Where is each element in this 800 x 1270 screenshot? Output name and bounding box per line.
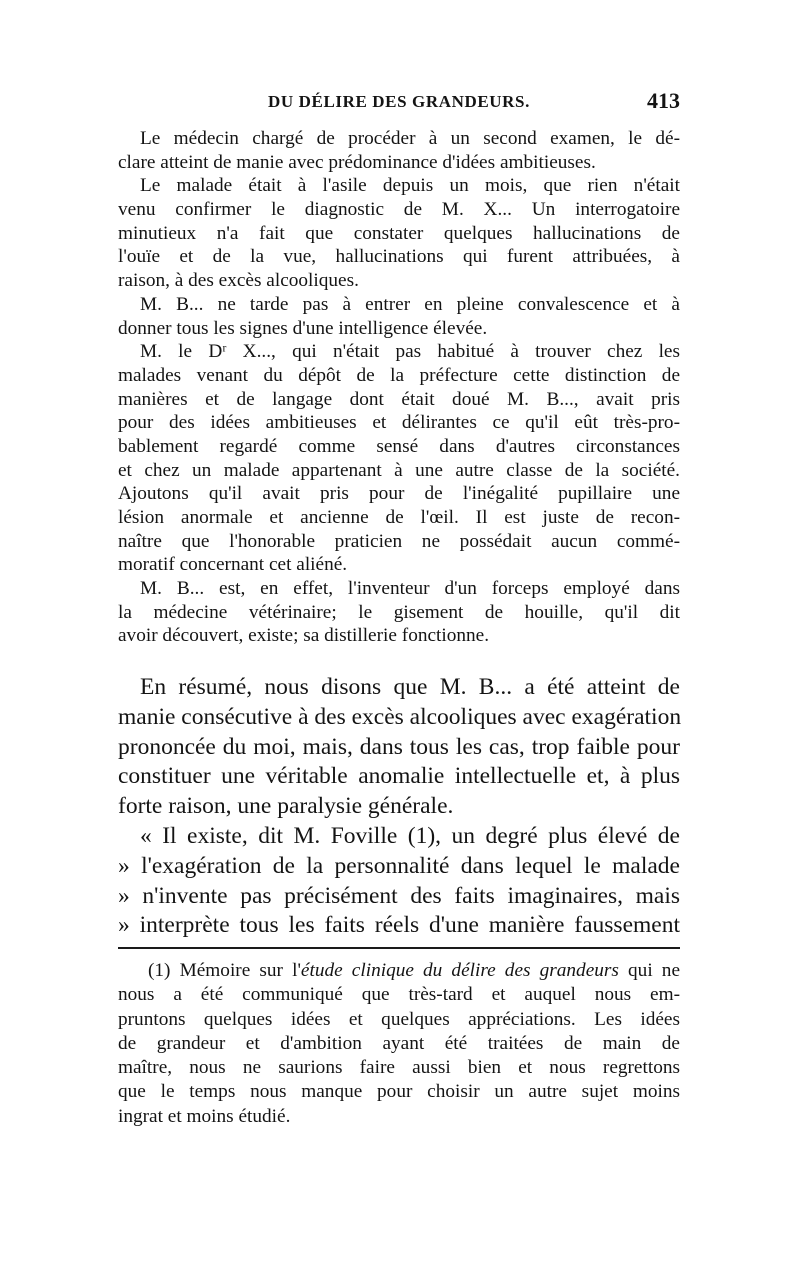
text-line: et chez un malade appartenant à une autre classe de la société.	[118, 459, 680, 481]
text-line: moratif concernant cet aliéné.	[118, 554, 348, 576]
text-line: » interprète tous les faits réels d'une manière faussement	[118, 912, 680, 939]
text-line: Le malade était à l'asile depuis un mois, que rien n'était	[140, 175, 680, 197]
footnote-text: (1) Mémoire sur l'	[148, 960, 301, 981]
text-line: « Il existe, dit M. Foville (1), un degré plus élevé de	[140, 822, 680, 849]
page-header	[118, 88, 680, 122]
footnote-line: maître, nous ne saurions faire aussi bien et nous regrettons	[118, 1057, 680, 1079]
text-line: M. B... ne tarde pas à entrer en pleine convalescence et à	[140, 293, 680, 315]
text-line: pour des idées ambitieuses et délirantes ce qu'il eût très-pro-	[118, 412, 680, 434]
footnote-text: qui ne	[618, 960, 681, 981]
footnote-title: étude clinique du délire des grandeurs	[300, 960, 619, 981]
page-number: 413	[647, 88, 680, 113]
text-line: la médecine vétérinaire; le gisement de houille, qu'il dit	[118, 601, 680, 623]
text-line: donner tous les signes d'une intelligence élevée.	[118, 317, 488, 339]
text-line: M. le Dʳ X..., qui n'était pas habitué à trouver chez les	[140, 341, 680, 363]
footnote-line: pruntons quelques idées et quelques appréciations. Les idées	[118, 1008, 680, 1030]
footnote-line: de grandeur et d'ambition ayant été traitées de main de	[118, 1032, 680, 1054]
text-line: forte raison, une paralysie générale.	[118, 793, 454, 820]
text-line: manières et de langage dont était doué M. B..., avait pris	[118, 388, 680, 410]
text-line: » l'exagération de la personnalité dans lequel le malade	[118, 852, 680, 879]
text-line: constituer une véritable anomalie intellectuelle et, à plus	[118, 763, 680, 790]
text-line: clare atteint de manie avec prédominance d'idées ambitieuses.	[118, 151, 596, 173]
footnote-line	[118, 959, 680, 983]
footnote-line: ingrat et moins étudié.	[118, 1105, 291, 1127]
text-line: naître que l'honorable praticien ne possédait aucun commé-	[118, 530, 680, 552]
text-line: venu confirmer le diagnostic de M. X... Un interrogatoire	[118, 199, 680, 221]
footnote-rule	[118, 947, 680, 949]
text-line: minutieux n'a fait que constater quelques hallucinations de	[118, 222, 680, 244]
body-text	[118, 127, 680, 648]
text-line: lésion anormale et ancienne de l'œil. Il est juste de recon-	[118, 507, 680, 528]
footnote	[118, 959, 680, 1129]
running-title: DU DÉLIRE DES GRANDEURS.	[268, 92, 530, 111]
text-line: prononcée du moi, mais, dans tous les cas, trop faible pour	[118, 733, 680, 760]
footnote-line: que le temps nous manque pour choisir un autre sujet moins	[118, 1081, 680, 1103]
text-line: M. B... est, en effet, l'inventeur d'un forceps employé dans	[140, 578, 680, 600]
text-line: Ajoutons qu'il avait pris pour de l'inégalité pupillaire une	[118, 483, 680, 505]
footnote-line: nous a été communiqué que très-tard et auquel nous em-	[118, 984, 680, 1006]
text-line: l'ouïe et de la vue, hallucinations qui furent attribuées, à	[118, 246, 680, 268]
text-line: avoir découvert, existe; sa distillerie fonctionne.	[118, 625, 490, 647]
text-line: bablement regardé comme sensé dans d'autres circonstances	[118, 435, 680, 457]
large-text	[118, 673, 680, 941]
text-line: raison, à des excès alcooliques.	[118, 270, 359, 292]
text-line: En résumé, nous disons que M. B... a été atteint de	[140, 674, 680, 700]
text-line: malades venant du dépôt de la préfecture cette distinction de	[118, 364, 680, 386]
text-line: » n'invente pas précisément des faits imaginaires, mais	[118, 882, 680, 909]
text-line: Le médecin chargé de procéder à un second examen, le dé-	[140, 128, 680, 149]
text-line: manie consécutive à des excès alcooliques avec exagération	[118, 703, 682, 730]
